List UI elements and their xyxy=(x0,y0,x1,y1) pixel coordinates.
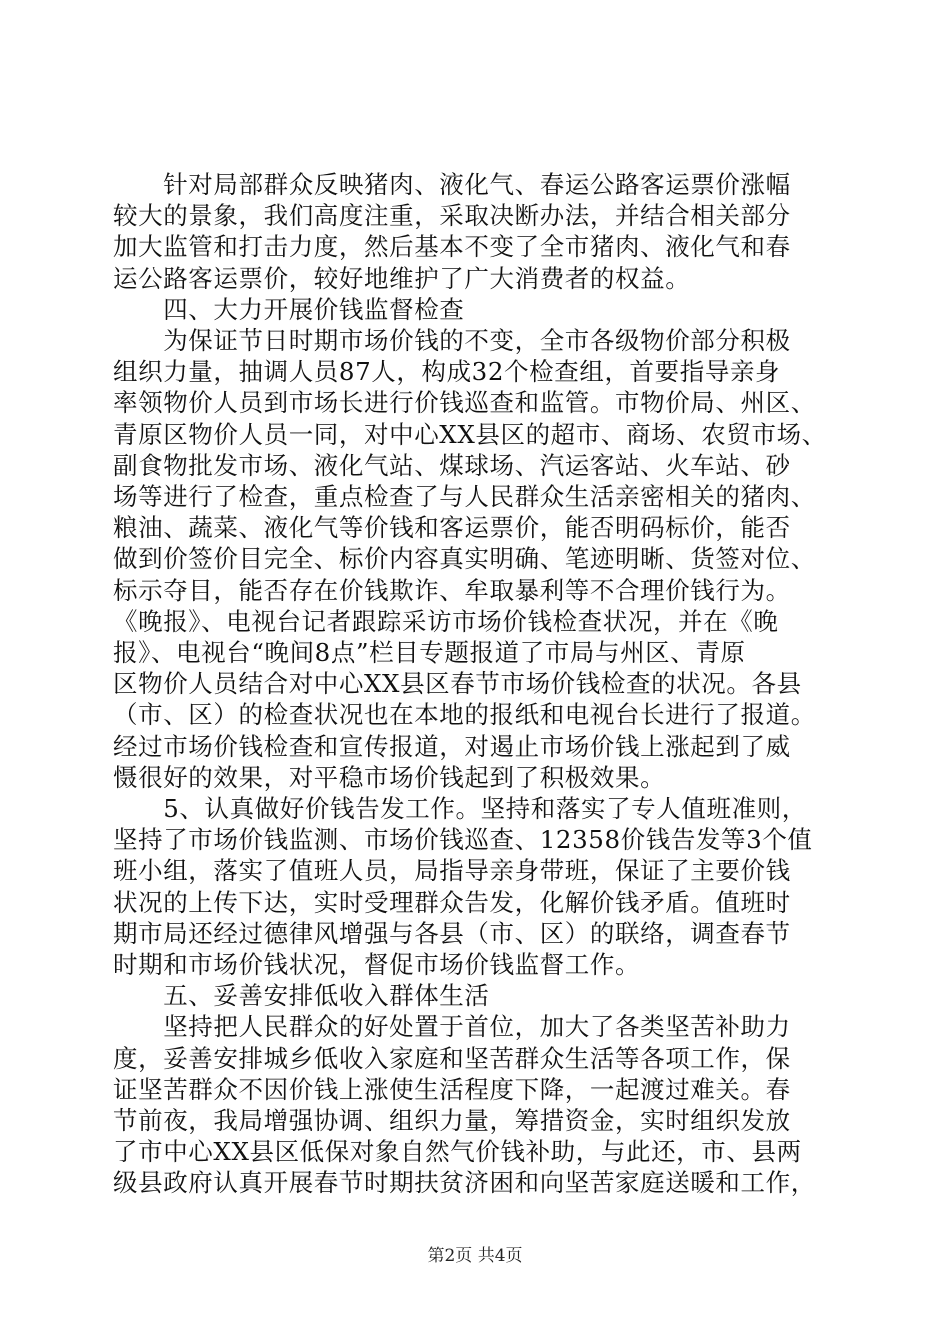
paragraph-line: 做到价签价目完全、标价内容真实明确、笔迹明晰、货签对位、 xyxy=(113,544,816,574)
paragraph-line: 场等进行了检查，重点检查了与人民群众生活亲密相关的猪肉、 xyxy=(113,482,816,511)
paragraph-line: 《晚报》、电视台记者跟踪采访市场价钱检查状况，并在《晚 xyxy=(113,606,779,636)
paragraph-line: 坚持了市场价钱监测、市场价钱巡查、12358价钱告发等3个值 xyxy=(113,825,813,855)
paragraph-line: 为保证节日时期市场价钱的不变，全市各级物价部分积极 xyxy=(113,326,791,355)
paragraph-line: 状况的上传下达，实时受理群众告发，化解价钱矛盾。值班时 xyxy=(113,887,791,917)
paragraph-line: 证坚苦群众不因价钱上涨使生活程度下降，一起渡过难关。春 xyxy=(113,1074,791,1104)
paragraph-line: 班小组，落实了值班人员，局指导亲身带班，保证了主要价钱 xyxy=(113,856,791,886)
paragraph-line: 度，妥善安排城乡低收入家庭和坚苦群众生活等各项工作，保 xyxy=(113,1043,791,1073)
paragraph-line: 针对局部群众反映猪肉、液化气、春运公路客运票价涨幅 xyxy=(113,170,791,199)
paragraph-line: 慑很好的效果，对平稳市场价钱起到了积极效果。 xyxy=(113,762,666,792)
paragraph-line: 经过市场价钱检查和宣传报道，对遏止市场价钱上涨起到了威 xyxy=(113,731,791,761)
paragraph-line: 较大的景象，我们高度注重，采取决断办法，并结合相关部分 xyxy=(113,201,791,231)
paragraph-line: 坚持把人民群众的好处置于首位，加大了各类坚苦补助力 xyxy=(113,1012,791,1042)
paragraph-line: 粮油、蔬菜、液化气等价钱和客运票价，能否明码标价，能否 xyxy=(113,513,791,543)
section-heading: 四、大力开展价钱监督检查 xyxy=(113,294,465,324)
paragraph-line: 期市局还经过德律风增强与各县（市、区）的联络，调查春节 xyxy=(113,918,791,948)
paragraph-line: 运公路客运票价，较好地维护了广大消费者的权益。 xyxy=(113,263,691,293)
paragraph-line: 报》、电视台“晚间8点”栏目专题报道了市局与州区、青原 xyxy=(113,638,746,667)
section-heading: 五、妥善安排低收入群体生活 xyxy=(113,981,490,1011)
paragraph-line: 时期和市场价钱状况，督促市场价钱监督工作。 xyxy=(113,950,641,979)
paragraph-line: 青原区物价人员一同，对中心XX县区的超市、商场、农贸市场、 xyxy=(113,419,827,449)
paragraph-line: 加大监管和打击力度，然后基本不变了全市猪肉、液化气和春 xyxy=(113,232,791,262)
paragraph-line: 5、认真做好价钱告发工作。坚持和落实了专人值班准则， xyxy=(113,794,807,823)
paragraph-line: 副食物批发市场、液化气站、煤球场、汽运客站、火车站、砂 xyxy=(113,450,791,480)
paragraph-line: 组织力量，抽调人员87人，构成32个检查组，首要指导亲身 xyxy=(113,357,781,387)
page-number-footer: 第2页 共4页 xyxy=(427,1246,523,1266)
paragraph-line: （市、区）的检查状况也在本地的报纸和电视台长进行了报道。 xyxy=(113,700,816,730)
paragraph-line: 了市中心XX县区低保对象自然气价钱补助，与此还，市、县两 xyxy=(113,1137,802,1167)
paragraph-line: 节前夜，我局增强协调、组织力量，筹措资金，实时组织发放 xyxy=(113,1106,791,1135)
paragraph-line: 率领物价人员到市场长进行价钱巡查和监管。市物价局、州区、 xyxy=(113,388,816,418)
paragraph-line: 区物价人员结合对中心XX县区春节市场价钱检查的状况。各县 xyxy=(113,669,802,699)
paragraph-line: 级县政府认真开展春节时期扶贫济困和向坚苦家庭送暖和工作， xyxy=(113,1168,816,1198)
paragraph-line: 标示夺目，能否存在价钱欺诈、牟取暴利等不合理价钱行为。 xyxy=(113,575,791,605)
